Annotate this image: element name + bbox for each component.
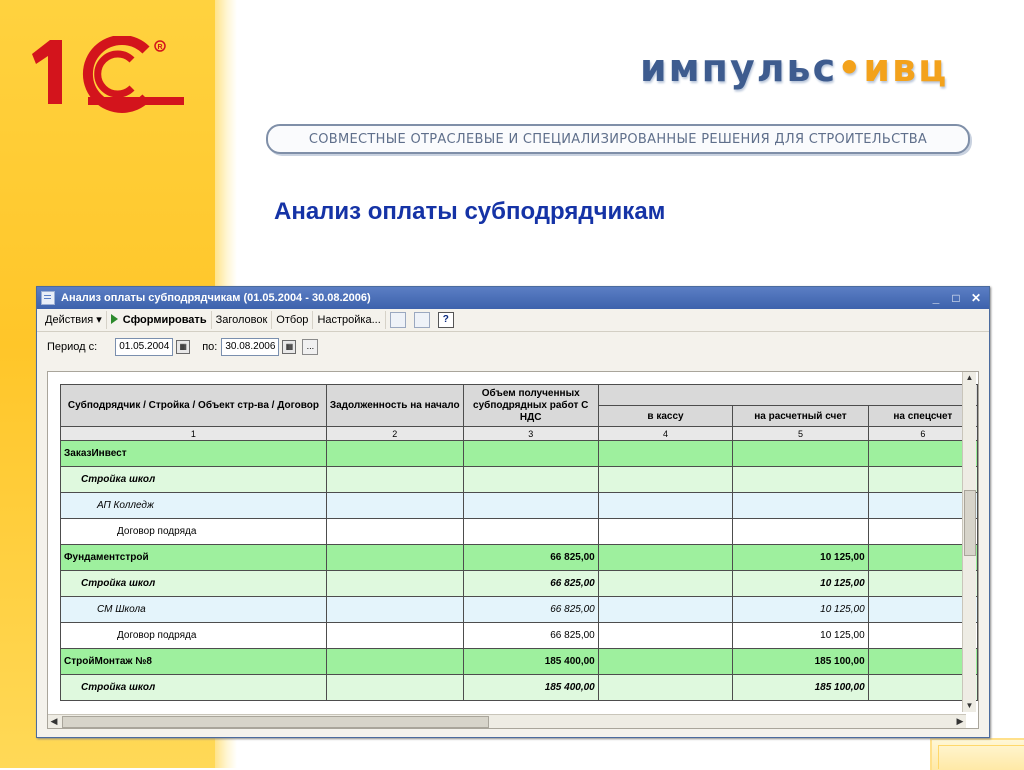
cell-volume <box>463 467 598 493</box>
row-name: Фундаментстрой <box>61 545 327 571</box>
document-icon <box>41 291 55 305</box>
row-name: СтройМонтаж №8 <box>61 649 327 675</box>
column-header: на спецсчет <box>868 406 977 427</box>
table-row[interactable] <box>61 441 978 467</box>
table-row[interactable] <box>61 519 978 545</box>
cell-cash <box>598 597 733 623</box>
column-number: 4 <box>598 427 733 441</box>
window-controls <box>929 291 983 305</box>
report-area <box>47 371 979 729</box>
row-name: Стройка школ <box>61 571 327 597</box>
cell-debt <box>326 675 463 701</box>
cell-account: 185 100,00 <box>733 675 868 701</box>
table-row[interactable] <box>61 571 978 597</box>
slide-title: Анализ оплаты субподрядчикам <box>274 198 666 225</box>
window-titlebar <box>37 287 989 309</box>
calendar-icon[interactable]: ▦ <box>282 340 296 354</box>
cell-volume: 66 825,00 <box>463 571 598 597</box>
brand-dot: • <box>837 46 864 90</box>
column-number: 3 <box>463 427 598 441</box>
cell-cash <box>598 441 733 467</box>
cell-debt <box>326 623 463 649</box>
period-from-label: Период с: <box>47 341 98 353</box>
minimize-button[interactable]: _ <box>932 291 940 305</box>
period-bar <box>37 332 989 362</box>
vertical-scrollbar[interactable] <box>962 372 976 712</box>
column-number: 5 <box>733 427 868 441</box>
column-number-row <box>61 427 978 441</box>
scroll-left-icon[interactable]: ◀ <box>50 716 58 726</box>
cell-cash <box>598 623 733 649</box>
horizontal-scroll-thumb[interactable] <box>62 716 489 728</box>
svg-text:R: R <box>157 44 163 51</box>
close-button[interactable]: ✕ <box>970 291 982 305</box>
toolbar <box>37 309 989 332</box>
row-name: Договор подряда <box>61 623 327 649</box>
cell-cash <box>598 519 733 545</box>
cell-cash <box>598 675 733 701</box>
1c-logo <box>28 36 193 121</box>
row-name: СМ Школа <box>61 597 327 623</box>
cell-debt <box>326 649 463 675</box>
column-header: в кассу <box>598 406 733 427</box>
row-name: Стройка школ <box>61 675 327 701</box>
vertical-scroll-thumb[interactable] <box>964 490 976 556</box>
export-icon[interactable] <box>414 312 430 328</box>
cell-volume: 185 400,00 <box>463 649 598 675</box>
cell-cash <box>598 493 733 519</box>
cell-account: 10 125,00 <box>733 571 868 597</box>
cell-account <box>733 441 868 467</box>
cell-volume: 66 825,00 <box>463 623 598 649</box>
cell-volume: 66 825,00 <box>463 597 598 623</box>
cell-volume: 185 400,00 <box>463 675 598 701</box>
header-row <box>61 385 978 406</box>
period-to-field[interactable]: 30.08.2006 <box>221 338 279 356</box>
column-number: 6 <box>868 427 977 441</box>
play-icon <box>111 314 118 324</box>
cell-account: 185 100,00 <box>733 649 868 675</box>
table-row[interactable] <box>61 597 978 623</box>
help-icon[interactable]: ? <box>438 312 454 328</box>
cell-debt <box>326 597 463 623</box>
table-row[interactable] <box>61 649 978 675</box>
column-group-header <box>598 385 977 406</box>
cell-cash <box>598 467 733 493</box>
generate-button[interactable] <box>107 311 212 329</box>
cell-account: 10 125,00 <box>733 545 868 571</box>
cell-cash <box>598 545 733 571</box>
scroll-up-icon[interactable]: ▲ <box>965 373 974 382</box>
period-select-button[interactable]: ... <box>302 339 318 355</box>
cell-account <box>733 493 868 519</box>
table-row[interactable] <box>61 545 978 571</box>
tagline <box>266 124 970 154</box>
generate-label: Сформировать <box>122 314 207 326</box>
cell-debt <box>326 441 463 467</box>
tagline-text: СОВМЕСТНЫЕ ОТРАСЛЕВЫЕ И СПЕЦИАЛИЗИРОВАННЫЕ РЕШЕНИЯ ДЛЯ СТРОИТЕЛЬСТВА <box>308 131 928 147</box>
corner-decoration-inner <box>938 745 1024 769</box>
cell-cash <box>598 571 733 597</box>
column-header: Задолженность на начало <box>326 385 463 427</box>
filter-button[interactable]: Отбор <box>272 311 313 329</box>
row-name: Договор подряда <box>61 519 327 545</box>
cell-debt <box>326 519 463 545</box>
actions-menu[interactable]: Действия ▾ <box>41 311 107 329</box>
cell-debt <box>326 571 463 597</box>
cell-account <box>733 519 868 545</box>
table-row[interactable] <box>61 675 978 701</box>
period-from-field[interactable]: 01.05.2004 <box>115 338 173 356</box>
column-number: 2 <box>326 427 463 441</box>
table-row[interactable] <box>61 623 978 649</box>
window-title: Анализ оплаты субподрядчикам (01.05.2004 - 30.08.2006) <box>61 292 371 304</box>
column-header: Объем полученных субподрядных работ С НДС <box>463 385 598 427</box>
brand-right: ивц <box>863 46 949 90</box>
cell-volume <box>463 519 598 545</box>
column-number: 1 <box>61 427 327 441</box>
cell-debt <box>326 545 463 571</box>
column-header: Субподрядчик / Стройка / Объект стр-ва / Договор <box>61 385 327 427</box>
row-name: Стройка школ <box>61 467 327 493</box>
cell-cash <box>598 649 733 675</box>
scroll-right-icon[interactable]: ▶ <box>956 716 964 726</box>
horizontal-scrollbar[interactable] <box>48 714 966 728</box>
table-row[interactable] <box>61 493 978 519</box>
cell-account <box>733 467 868 493</box>
maximize-button[interactable]: □ <box>952 291 960 305</box>
brand-logo <box>640 46 948 90</box>
row-name: АП Колледж <box>61 493 327 519</box>
row-name: ЗаказИнвест <box>61 441 327 467</box>
cell-volume: 66 825,00 <box>463 545 598 571</box>
settings-button[interactable]: Настройка... <box>313 311 385 329</box>
table-row[interactable] <box>61 467 978 493</box>
cell-account: 10 125,00 <box>733 623 868 649</box>
calendar-icon[interactable]: ▦ <box>176 340 190 354</box>
cell-account: 10 125,00 <box>733 597 868 623</box>
report-table <box>60 384 978 701</box>
header-button[interactable]: Заголовок <box>212 311 273 329</box>
brand-left: импульс <box>640 46 838 90</box>
report-window <box>36 286 990 738</box>
scroll-down-icon[interactable]: ▼ <box>965 701 974 710</box>
cell-debt <box>326 467 463 493</box>
column-header: на расчетный счет <box>733 406 868 427</box>
cell-volume <box>463 441 598 467</box>
cell-debt <box>326 493 463 519</box>
copy-icon[interactable] <box>390 312 406 328</box>
cell-volume <box>463 493 598 519</box>
period-to-label: по: <box>202 341 218 353</box>
